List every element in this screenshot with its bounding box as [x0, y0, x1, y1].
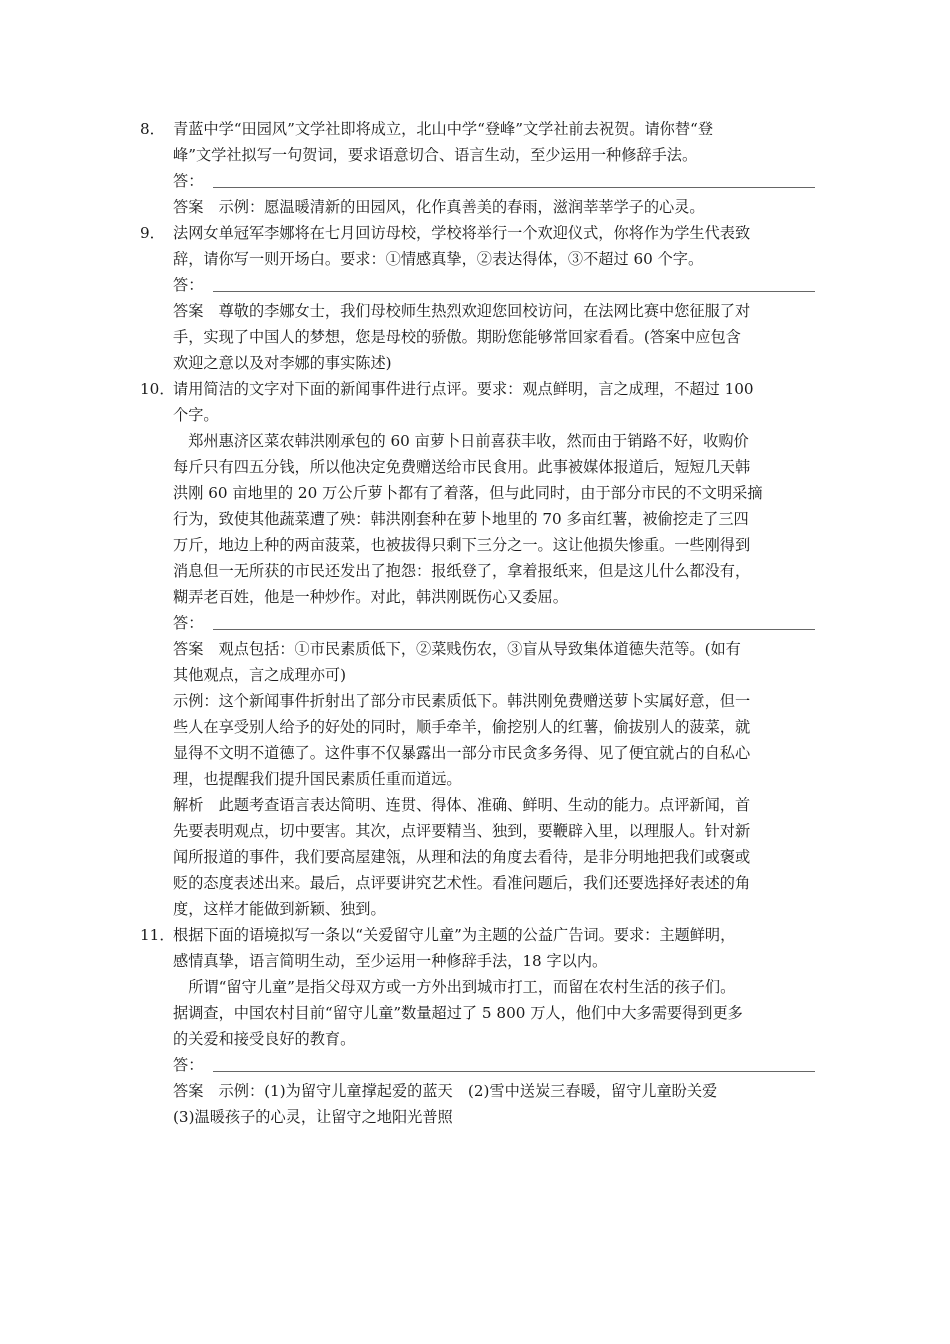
question-number: 8．	[140, 120, 165, 138]
passage-line: 据调查，中国农村目前“留守儿童”数量超过了 5 800 万人，他们中大多需要得到更多	[173, 1004, 743, 1022]
question-text-line: 法网女单冠军李娜将在七月回访母校，学校将举行一个欢迎仪式，你将作为学生代表致	[173, 224, 751, 242]
passage-line: 洪刚 60 亩地里的 20 万公斤萝卜都有了着落，但与此同时，由于部分市民的不文明采摘	[173, 484, 763, 502]
question-text-line: 峰”文学社拟写一句贺词，要求语意切合、语言生动，至少运用一种修辞手法。	[173, 146, 698, 164]
answer-blank[interactable]	[173, 610, 815, 636]
answer-blank[interactable]	[173, 1052, 815, 1078]
passage-line: 所谓“留守儿童”是指父母双方或一方外出到城市打工，而留在农村生活的孩子们。	[173, 978, 736, 996]
analysis-line: 解析 此题考查语言表达简明、连贯、得体、准确、鲜明、生动的能力。点评新闻，首	[173, 796, 751, 814]
answer-label: 答：	[173, 172, 204, 190]
solution-line: 答案 观点包括：①市民素质低下，②菜贱伤农，③盲从导致集体道德失范等。(如有	[173, 640, 741, 658]
passage-line: 消息但一无所获的市民还发出了抱怨：报纸登了，拿着报纸来，但是这儿什么都没有，	[173, 562, 751, 580]
question-number: 10．	[140, 380, 175, 398]
answer-label: 答：	[173, 614, 204, 632]
question-number: 9．	[140, 224, 165, 242]
question-9	[140, 220, 815, 376]
solution-line: 显得不文明不道德了。这件事不仅暴露出一部分市民贪多务得、见了便宜就占的自私心	[173, 744, 751, 762]
question-text-line: 个字。	[173, 406, 219, 424]
analysis-line: 闻所报道的事件，我们要高屋建瓴，从理和法的角度去看待，是非分明地把我们或褒或	[173, 848, 751, 866]
passage-line: 的关爱和接受良好的教育。	[173, 1030, 356, 1048]
solution-line: (3)温暖孩子的心灵，让留守之地阳光普照	[173, 1108, 453, 1126]
solution-line: 其他观点，言之成理亦可)	[173, 666, 346, 684]
solution-line: 答案 尊敬的李娜女士，我们母校师生热烈欢迎您回校访问，在法网比赛中您征服了对	[173, 302, 751, 320]
passage-line: 每斤只有四五分钱，所以他决定免费赠送给市民食用。此事被媒体报道后，短短几天韩	[173, 458, 751, 476]
question-text-line: 青蓝中学“田园风”文学社即将成立，北山中学“登峰”文学社前去祝贺。请你替“登	[173, 120, 714, 138]
answer-label: 答：	[173, 1056, 204, 1074]
passage-line: 郑州惠济区菜农韩洪刚承包的 60 亩萝卜日前喜获丰收，然而由于销路不好，收购价	[173, 432, 749, 450]
answer-underline	[213, 186, 815, 188]
solution-line: 欢迎之意以及对李娜的事实陈述)	[173, 354, 392, 372]
question-11	[140, 922, 815, 1130]
analysis-line: 先要表明观点，切中要害。其次，点评要精当、独到，要鞭辟入里，以理服人。针对新	[173, 822, 751, 840]
answer-underline	[213, 290, 815, 292]
solution-line: 些人在享受别人给予的好处的同时，顺手牵羊，偷挖别人的红薯，偷拔别人的菠菜，就	[173, 718, 751, 736]
passage-line: 糊弄老百姓，他是一种炒作。对此，韩洪刚既伤心又委屈。	[173, 588, 568, 606]
answer-underline	[213, 628, 815, 630]
question-list	[140, 116, 815, 1130]
solution-line: 答案 示例：愿温暖清新的田园风，化作真善美的春雨，滋润莘莘学子的心灵。	[173, 198, 705, 216]
answer-underline	[213, 1070, 815, 1072]
analysis-line: 度，这样才能做到新颖、独到。	[173, 900, 386, 918]
question-text-line: 辞，请你写一则开场白。要求：①情感真挚，②表达得体，③不超过 60 个字。	[173, 250, 704, 268]
solution-line: 答案 示例：(1)为留守儿童撑起爱的蓝天 (2)雪中送炭三春暖，留守儿童盼关爱	[173, 1082, 718, 1100]
solution-line: 示例：这个新闻事件折射出了部分市民素质低下。韩洪刚免费赠送萝卜实属好意，但一	[173, 692, 751, 710]
passage-line: 万斤，地边上种的两亩菠菜，也被拔得只剩下三分之一。这让他损失惨重。一些刚得到	[173, 536, 751, 554]
question-text-line: 根据下面的语境拟写一条以“关爱留守儿童”为主题的公益广告词。要求：主题鲜明，	[173, 926, 736, 944]
question-number: 11．	[140, 926, 175, 944]
answer-blank[interactable]	[173, 272, 815, 298]
question-10	[140, 376, 815, 922]
question-text-line: 请用简洁的文字对下面的新闻事件进行点评。要求：观点鲜明，言之成理，不超过 100	[173, 380, 754, 398]
answer-label: 答：	[173, 276, 204, 294]
question-8	[140, 116, 815, 220]
solution-line: 理，也提醒我们提升国民素质任重而道远。	[173, 770, 462, 788]
answer-blank[interactable]	[173, 168, 815, 194]
passage-line: 行为，致使其他蔬菜遭了殃：韩洪刚套种在萝卜地里的 70 多亩红薯，被偷挖走了三四	[173, 510, 749, 528]
analysis-line: 贬的态度表述出来。最后，点评要讲究艺术性。看准问题后，我们还要选择好表述的角	[173, 874, 751, 892]
question-text-line: 感情真挚，语言简明生动，至少运用一种修辞手法，18 字以内。	[173, 952, 608, 970]
solution-line: 手，实现了中国人的梦想，您是母校的骄傲。期盼您能够常回家看看。(答案中应包含	[173, 328, 741, 346]
